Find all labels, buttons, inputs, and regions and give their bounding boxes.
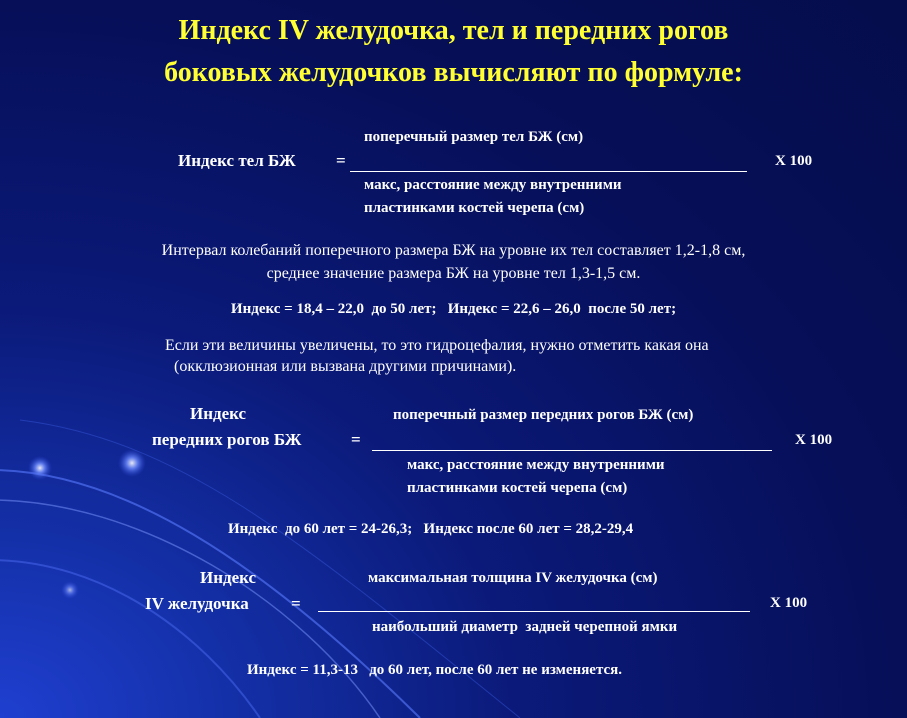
horns-index-values: Индекс до 60 лет = 24-26,3; Индекс после 60 лет = 28,2-29,4: [228, 521, 634, 537]
formula-fourth-label-line2: IV желудочка: [145, 594, 249, 613]
formula-body-multiplier: Х 100: [775, 153, 813, 169]
formula-fourth-denominator: наибольший диаметр задней черепной ямки: [372, 619, 678, 635]
formula-horns-multiplier: Х 100: [795, 432, 833, 448]
body-index-values: Индекс = 18,4 – 22,0 до 50 лет; Индекс = 22,6 – 26,0 после 50 лет;: [230, 301, 677, 317]
slide-title-line1: Индекс IV желудочка, тел и передних рогов: [178, 15, 729, 46]
formula-body-denominator-line2: пластинками костей черепа (см): [364, 200, 585, 216]
formula-fourth-label-line1: Индекс: [200, 568, 257, 587]
formula-fourth-equals: =: [291, 594, 301, 613]
formula-body-equals: =: [336, 151, 346, 170]
formula-body-label: Индекс тел БЖ: [178, 151, 296, 170]
formula-horns-denominator-line1: макс, расстояние между внутренними: [407, 457, 665, 473]
hydrocephalus-note-line2: (окклюзионная или вызвана другими причинами).: [174, 358, 517, 375]
formula-horns-numerator: поперечный размер передних рогов БЖ (см): [393, 407, 694, 423]
fourth-index-values: Индекс = 11,3-13 до 60 лет, после 60 лет не изменяется.: [247, 662, 623, 678]
formula-body-denominator-line1: макс, расстояние между внутренними: [364, 177, 622, 193]
formula-horns-denominator-line2: пластинками костей черепа (см): [407, 480, 628, 496]
interval-text-line1: Интервал колебаний поперечного размера БЖ на уровне их тел составляет 1,2-1,8 см,: [161, 242, 746, 259]
interval-text-line2: среднее значение размера БЖ на уровне тел 1,3-1,5 см.: [266, 265, 641, 282]
formula-horns-equals: =: [351, 430, 361, 449]
formula-fourth-numerator: максимальная толщина IV желудочка (см): [368, 570, 658, 586]
hydrocephalus-note-line1: Если эти величины увеличены, то это гидроцефалия, нужно отметить какая она: [165, 337, 709, 354]
formula-horns-label-line1: Индекс: [190, 404, 247, 423]
formula-horns-fraction-line: [372, 450, 772, 451]
formula-body-numerator: поперечный размер тел БЖ (см): [364, 129, 584, 145]
slide-title-line2: боковых желудочков вычисляют по формуле:: [164, 57, 743, 88]
formula-fourth-fraction-line: [318, 611, 750, 612]
formula-horns-label-line2: передних рогов БЖ: [152, 430, 302, 449]
formula-fourth-multiplier: Х 100: [770, 595, 808, 611]
formula-body-fraction-line: [350, 171, 747, 172]
